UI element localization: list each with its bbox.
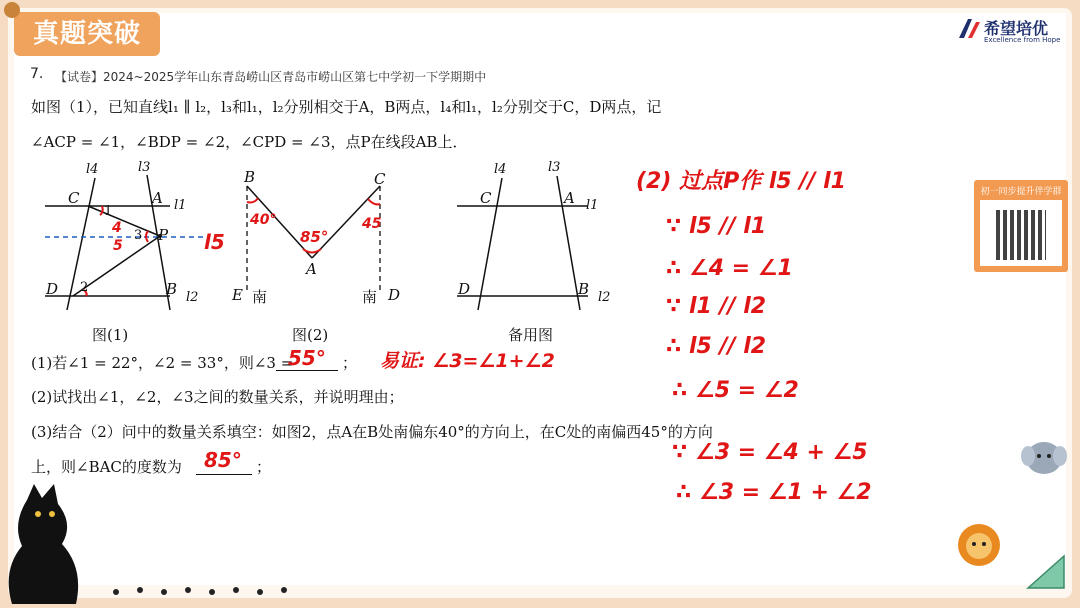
fig1-label-D: D [46, 280, 59, 298]
part3-answer-blank [196, 474, 252, 475]
corner-mascot-icon [2, 0, 22, 20]
fig2-label-south-right: 南 [362, 288, 378, 306]
fig2-mark-45: 45 [362, 216, 382, 232]
fig3-label-l2: l2 [598, 290, 611, 305]
fig2-label-C: C [374, 170, 386, 188]
part1-answer-blank [276, 370, 338, 371]
proof-line-7: ∵ ∠3 = ∠4 + ∠5 [672, 440, 868, 465]
proof-line-1: (2) 过点P作 l5 // l1 [636, 169, 846, 194]
elephant-icon [1022, 436, 1068, 480]
fig2-mark-40: 40° [250, 212, 277, 228]
fig2-mark-85: 85° [300, 228, 329, 246]
fig3-label-B: B [578, 280, 590, 298]
logo-name: 希望培优 [984, 19, 1049, 38]
part1-text: (1)若∠1 = 22°，∠2 = 33°，则∠3 = [31, 354, 294, 372]
fig3-label-D: D [458, 280, 471, 298]
fig1-label-P: P [158, 226, 169, 244]
fig1-label-l3: l3 [138, 160, 151, 175]
stem-line-2: ∠ACP = ∠1，∠BDP = ∠2，∠CPD = ∠3，点P在线段AB上． [31, 133, 468, 151]
fig3-label-l4: l4 [494, 162, 507, 177]
part1-end: ； [342, 354, 358, 372]
part3-line-2: 上，则∠BAC的度数为 [31, 458, 182, 476]
part3-end: ； [256, 458, 272, 476]
qr-card-title: 初一同步提升伴学群 [980, 187, 1062, 197]
part1-answer: 55° [288, 346, 326, 370]
fig3-label-l3: l3 [548, 160, 561, 175]
fig3-label-A: A [564, 189, 575, 207]
fig1-label-angle1: 1 [104, 204, 113, 219]
fig3-label-C: C [480, 189, 492, 207]
fig1-mark-l5: l5 [204, 230, 225, 254]
fig3-label-l1: l1 [586, 198, 599, 213]
ruler-triangle-icon [1024, 552, 1068, 592]
question-source: 【试卷】2024~2025学年山东青岛崂山区青岛市崂山区第七中学初一下学期期中 [55, 70, 487, 84]
fig1-label-l1: l1 [174, 198, 187, 213]
fig2-caption: 图(2) [292, 326, 329, 344]
fig2-label-E: E [232, 286, 243, 304]
fig2-label-D: D [388, 286, 401, 304]
cat-silhouette-icon [2, 484, 82, 604]
fig1-mark-5: 5 [113, 238, 123, 254]
proof-line-3: ∴ ∠4 = ∠1 [666, 256, 793, 281]
fig2-label-B: B [244, 168, 256, 186]
question-number: 7. [30, 66, 44, 82]
part3-line-1: (3)结合（2）问中的数量关系填空：如图2，点A在B处南偏东40°的方向上，在C处的南偏西45°的方向 [31, 423, 713, 441]
proof-line-2: ∵ l5 // l1 [666, 214, 767, 239]
fig1-label-C: C [68, 189, 80, 207]
logo-subtitle: Excellence from Hope [984, 36, 1061, 44]
stem-line-1: 如图（1），已知直线l₁ ∥ l₂，l₃和l₁，l₂分别相交于A，B两点，l₄和l₁，l₂分别交于C，D两点，记 [31, 98, 662, 116]
section-badge: 真题突破 [14, 12, 160, 56]
fig2-label-south-left: 南 [252, 288, 268, 306]
fig3-caption: 备用图 [508, 326, 554, 344]
part1-note: 易证: ∠3=∠1+∠2 [380, 350, 555, 372]
fig1-label-angle3: 3 [134, 228, 143, 243]
qr-code-icon [996, 210, 1046, 260]
proof-line-4: ∵ l1 // l2 [666, 294, 767, 319]
fig1-label-A: A [152, 189, 163, 207]
paw-prints-icon [110, 584, 310, 600]
figure-3 [450, 168, 620, 318]
proof-line-8: ∴ ∠3 = ∠1 + ∠2 [676, 480, 872, 505]
proof-line-6: ∴ ∠5 = ∠2 [672, 378, 799, 403]
lion-icon [956, 522, 1002, 568]
fig1-mark-4: 4 [112, 220, 122, 236]
fig1-label-l4: l4 [86, 162, 99, 177]
fig1-caption: 图(1) [92, 326, 129, 344]
fig2-label-A: A [306, 260, 317, 278]
part3-answer: 85° [204, 448, 242, 472]
fig1-label-l2: l2 [186, 290, 199, 305]
proof-line-5: ∴ l5 // l2 [666, 334, 767, 359]
part2-text: (2)试找出∠1，∠2，∠3之间的数量关系，并说明理由； [31, 388, 404, 406]
fig1-label-angle2: 2 [80, 280, 89, 295]
fig1-label-B: B [166, 280, 178, 298]
logo-mark-icon [956, 16, 982, 42]
